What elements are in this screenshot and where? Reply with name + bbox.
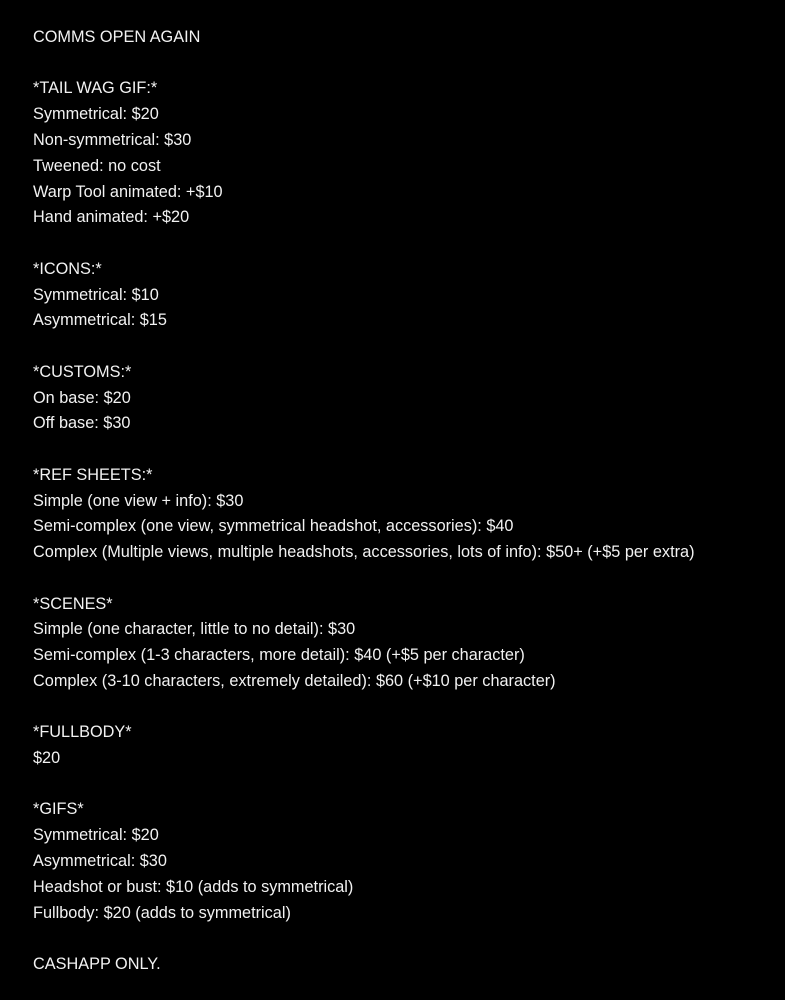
price-item: On base: $20 <box>33 388 131 407</box>
section-tail-wag-gif <box>33 76 785 231</box>
price-item: Headshot or bust: $10 (adds to symmetrical) <box>33 877 354 896</box>
section-heading: *ICONS:* <box>33 259 102 278</box>
section-heading: *GIFS* <box>33 800 84 819</box>
price-item: Symmetrical: $20 <box>33 826 159 845</box>
page-title: COMMS OPEN AGAIN <box>33 28 201 46</box>
price-item: Hand animated: +$20 <box>33 208 190 227</box>
section-heading: *SCENES* <box>33 594 113 613</box>
price-item: Non-symmetrical: $30 <box>33 130 192 149</box>
section-gifs <box>33 797 785 926</box>
section-icons <box>33 257 785 334</box>
section-ref-sheets <box>33 463 785 566</box>
price-item: $20 <box>33 749 61 768</box>
section-heading: *TAIL WAG GIF:* <box>33 79 158 98</box>
price-item: Symmetrical: $10 <box>33 285 159 304</box>
price-item: Asymmetrical: $30 <box>33 852 167 871</box>
section-scenes <box>33 592 785 695</box>
price-item: Simple (one view + info): $30 <box>33 491 244 510</box>
price-item: Semi-complex (1-3 characters, more detail): $40 (+$5 per character) <box>33 646 525 665</box>
price-item: Complex (3-10 characters, extremely detailed): $60 (+$10 per character) <box>33 671 556 690</box>
section-customs <box>33 360 785 437</box>
footer-note <box>33 952 785 978</box>
price-item: Tweened: no cost <box>33 156 161 175</box>
price-item: Off base: $30 <box>33 414 131 433</box>
section-heading: *REF SHEETS:* <box>33 465 153 484</box>
price-item: Simple (one character, little to no detail): $30 <box>33 620 356 639</box>
price-item: Semi-complex (one view, symmetrical headshot, accessories): $40 <box>33 517 514 536</box>
section-heading: *FULLBODY* <box>33 723 132 742</box>
payment-note: CASHAPP ONLY. <box>33 955 161 974</box>
price-item: Symmetrical: $20 <box>33 105 159 124</box>
price-item: Fullbody: $20 (adds to symmetrical) <box>33 903 291 922</box>
price-item: Warp Tool animated: +$10 <box>33 182 223 201</box>
section-heading: *CUSTOMS:* <box>33 362 132 381</box>
price-item: Asymmetrical: $15 <box>33 311 167 330</box>
section-fullbody <box>33 720 785 772</box>
price-item: Complex (Multiple views, multiple headshots, accessories, lots of info): $50+ (+$5 per extra) <box>33 543 695 562</box>
